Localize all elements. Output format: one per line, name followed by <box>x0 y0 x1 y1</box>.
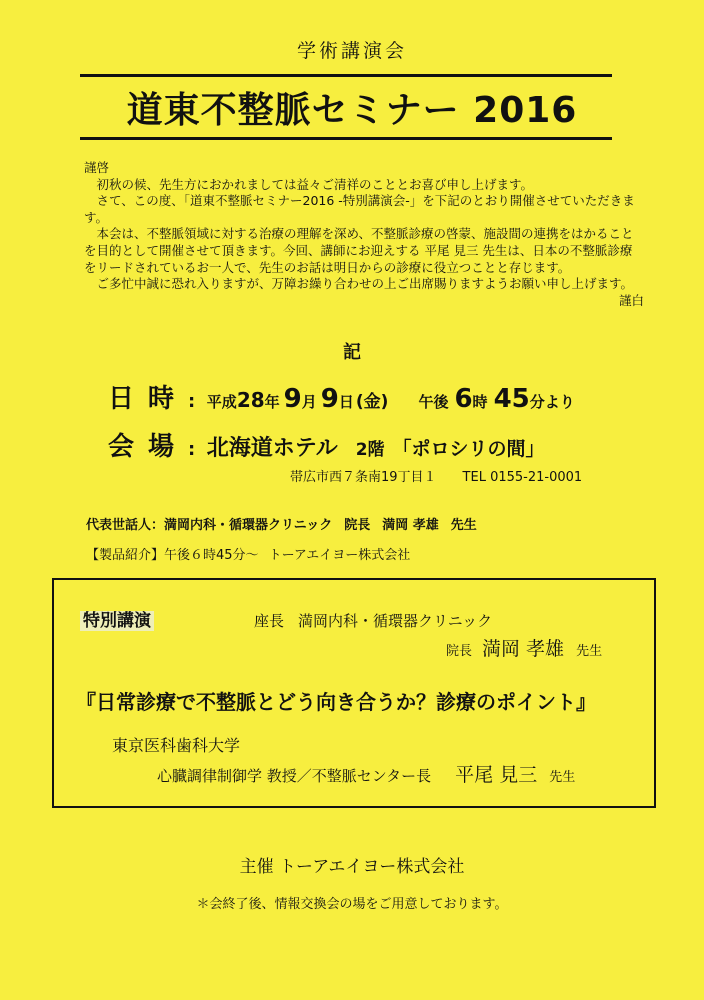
product-intro-line: 【製品紹介】午後６時45分～ トーアエイヨー株式会社 <box>86 548 411 563</box>
chair-affiliation-line: 座長 満岡内科・循環器クリニック <box>254 612 493 630</box>
event-hour: 6 <box>454 384 473 414</box>
special-lecture-badge: 特別講演 <box>80 606 154 631</box>
venue-address-line <box>290 466 582 485</box>
speaker-line: 心臓調律制御学 教授／不整脈センター長 平尾 見三 先生 <box>157 764 576 786</box>
letter-paragraph: 初秋の候、先生方におかれましては益々ご清祥のこととお喜び申し上げます。 <box>96 176 534 192</box>
notice-heading: 記 <box>343 342 361 363</box>
chair-name-line: 院長 満岡 孝雄 先生 <box>446 638 603 660</box>
venue-row: 会場: 北海道ホテル 2階 「ポロシリの間」 <box>108 432 545 462</box>
venue-floor: 2階 <box>355 440 385 460</box>
host-organization: 主催 トーアエイヨー株式会社 <box>239 857 465 877</box>
letter-salutation: 謹啓 <box>84 160 110 175</box>
venue-tel: TEL 0155-21-0001 <box>462 470 583 485</box>
letter-paragraph: 本会は、不整脈領域に対する治療の理解を深め、不整脈診療の啓蒙、施設間の連携をはかることを目的として開催させて頂きます。今回、講師にお迎えする 平尾 見三 先生は、日本の不整脈診療をリードされているお一人で、先生のお話は明日からの診療に役立つことと存じます。 <box>84 226 634 275</box>
lecture-title: 『日常診療で不整脈とどう向き合うか？診療のポイント』 <box>76 690 596 714</box>
chair-name: 満岡 孝雄 <box>482 638 565 660</box>
letter-paragraph: さて、この度、「道東不整脈セミナー2016 -特別講演会-」を下記のとおり開催させていただきます。 <box>84 193 635 225</box>
event-month: 9 <box>283 384 302 414</box>
footer-note: ＊会終了後、情報交換会の場をご用意しております。 <box>196 897 508 912</box>
letter-paragraph: ご多忙中誠に恐れ入りますが、万障お繰り合わせの上ご出席賜りますようお願い申し上げます。 <box>96 276 634 292</box>
event-category: 学術講演会 <box>296 40 407 62</box>
venue-address: 帯広市西７条南19丁目１ <box>290 470 437 485</box>
event-weekday: (金) <box>355 392 389 412</box>
datetime-label: 日時 <box>108 384 189 414</box>
speaker-name: 平尾 見三 <box>455 764 538 786</box>
invitation-letter <box>84 160 644 309</box>
event-minute: 45 <box>493 384 530 414</box>
title-top-rule <box>80 74 612 77</box>
venue-name: 北海道ホテル <box>206 436 338 461</box>
venue-label: 会場 <box>108 432 189 462</box>
letter-closing: 謹白 <box>618 292 644 308</box>
datetime-row: 日時: 平成28年 9月 9日 (金) 午後 6時 45分より <box>108 384 575 414</box>
title-bottom-rule <box>80 137 612 140</box>
speaker-university: 東京医科歯科大学 <box>112 736 241 755</box>
representative-line: 代表世話人：満岡内科・循環器クリニック 院長 満岡 孝雄 先生 <box>86 518 477 533</box>
page-title: 道東不整脈セミナー 2016 <box>126 90 578 131</box>
event-day: 9 <box>320 384 339 414</box>
venue-room: 「ポロシリの間」 <box>392 438 545 460</box>
